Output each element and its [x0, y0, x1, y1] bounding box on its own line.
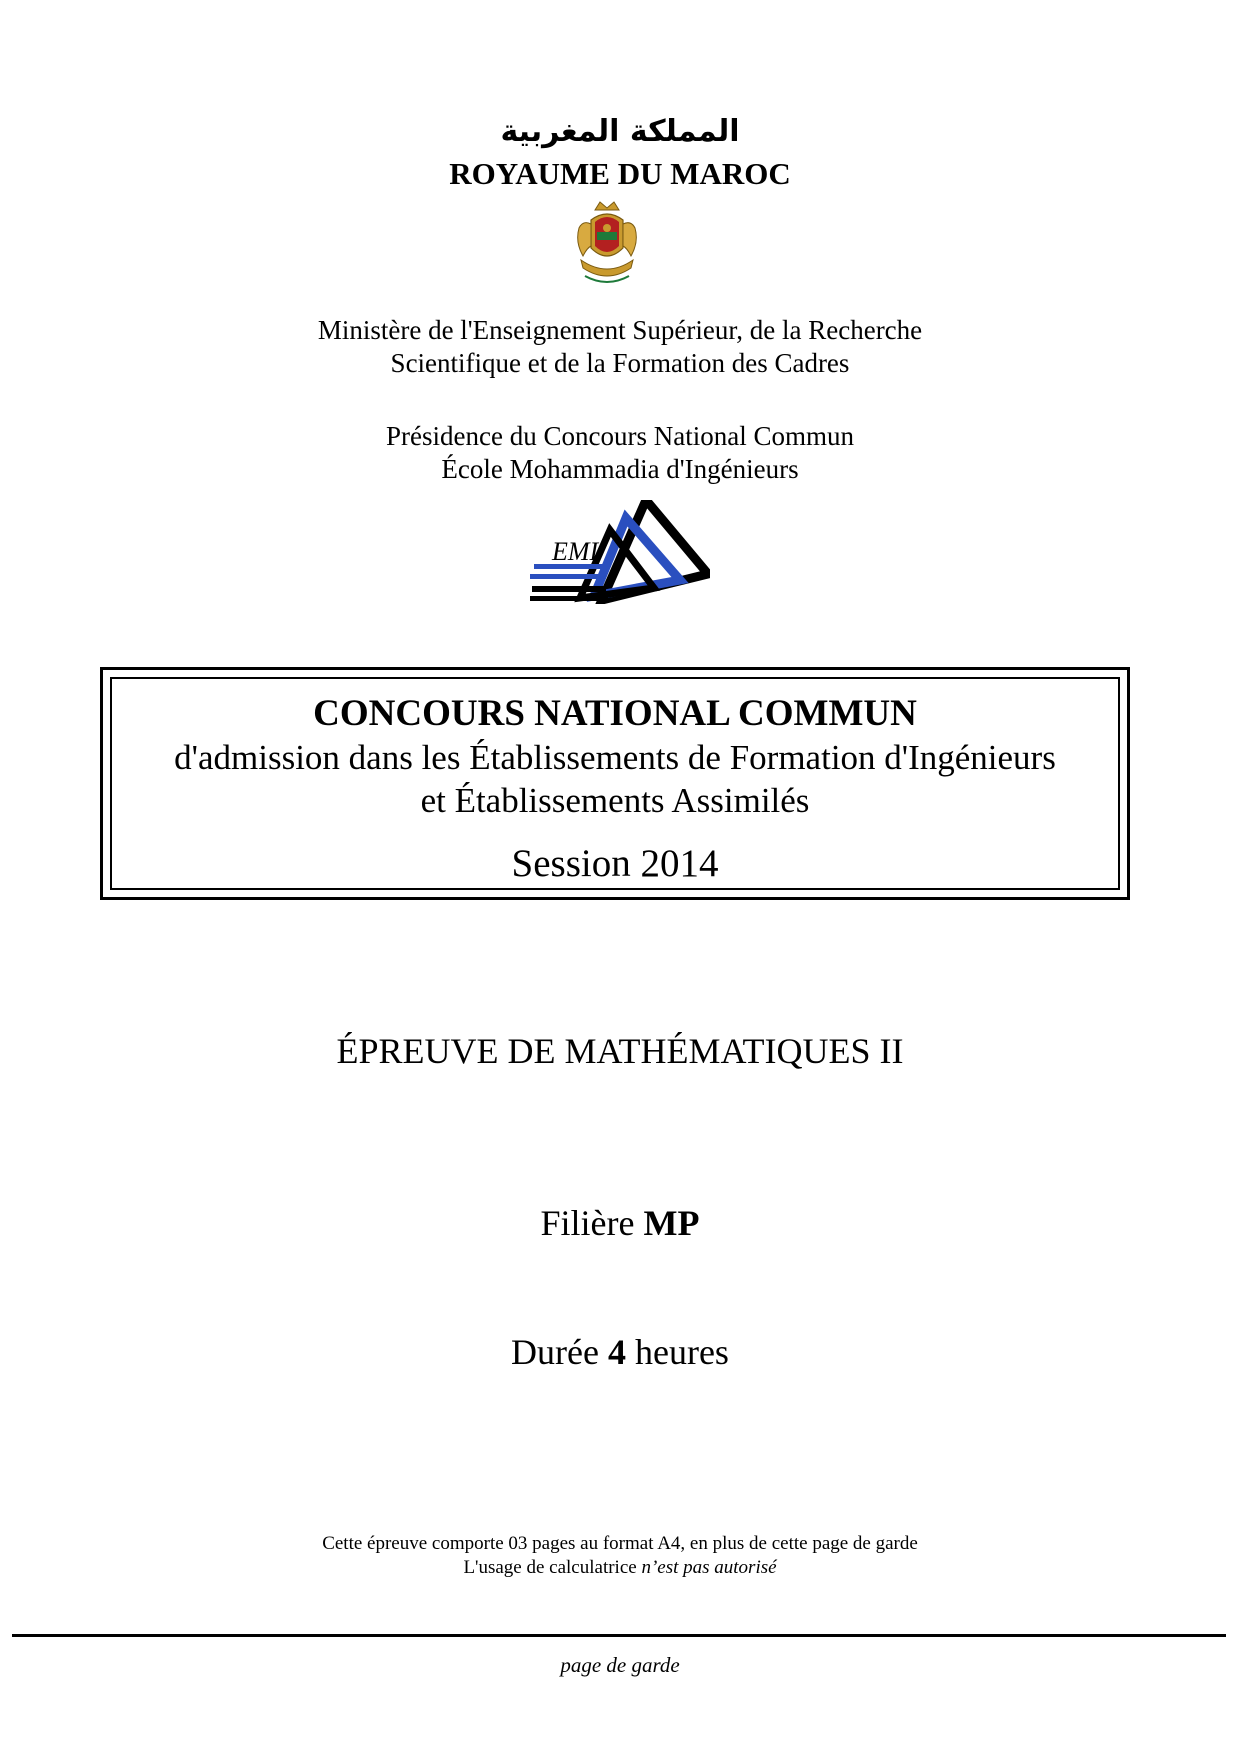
footer-divider [12, 1634, 1226, 1637]
session-year: Session 2014 [511, 842, 719, 885]
duree-unit: heures [634, 1332, 729, 1372]
ministry-heading [0, 314, 1240, 380]
calculator-note-emphasis: n’est pas autorisé [641, 1557, 777, 1578]
ministry-line-1: Ministère de l'Enseignement Supérieur, de la Recherche [317, 315, 923, 345]
pages-note: Cette épreuve comporte 03 pages au format A4, en plus de cette page de garde [322, 1533, 918, 1554]
footer-label: page de garde [560, 1653, 680, 1677]
duree-value: 4 [607, 1332, 626, 1372]
duree-line [0, 1331, 1240, 1373]
duree-label: Durée [511, 1332, 599, 1372]
arabic-kingdom-title: المملكة المغربية [500, 114, 740, 149]
exam-title: ÉPREUVE DE MATHÉMATIQUES II [336, 1031, 904, 1071]
admission-line-1: d'admission dans les Établissements de Formation d'Ingénieurs [174, 738, 1056, 777]
calculator-note [0, 1557, 1240, 1579]
presidence-line-2: École Mohammadia d'Ingénieurs [441, 454, 799, 484]
presidence-line-1: Présidence du Concours National Commun [386, 421, 854, 451]
title-box [100, 667, 1130, 900]
presidence-heading [0, 420, 1240, 486]
admission-line-2: et Établissements Assimilés [420, 781, 810, 820]
filiere-label: Filière [540, 1203, 635, 1243]
kingdom-title: ROYAUME DU MAROC [449, 156, 791, 191]
concours-title: CONCOURS NATIONAL COMMUN [313, 693, 917, 734]
filiere-line [0, 1202, 1240, 1244]
royal-coat-of-arms-icon [573, 198, 641, 286]
emi-logo-text: EMI [552, 537, 599, 566]
filiere-value: MP [643, 1203, 700, 1243]
emi-logo-icon [530, 500, 710, 604]
calculator-note-prefix: L'usage de calculatrice [463, 1557, 637, 1578]
ministry-line-2: Scientifique et de la Formation des Cadres [390, 348, 850, 378]
